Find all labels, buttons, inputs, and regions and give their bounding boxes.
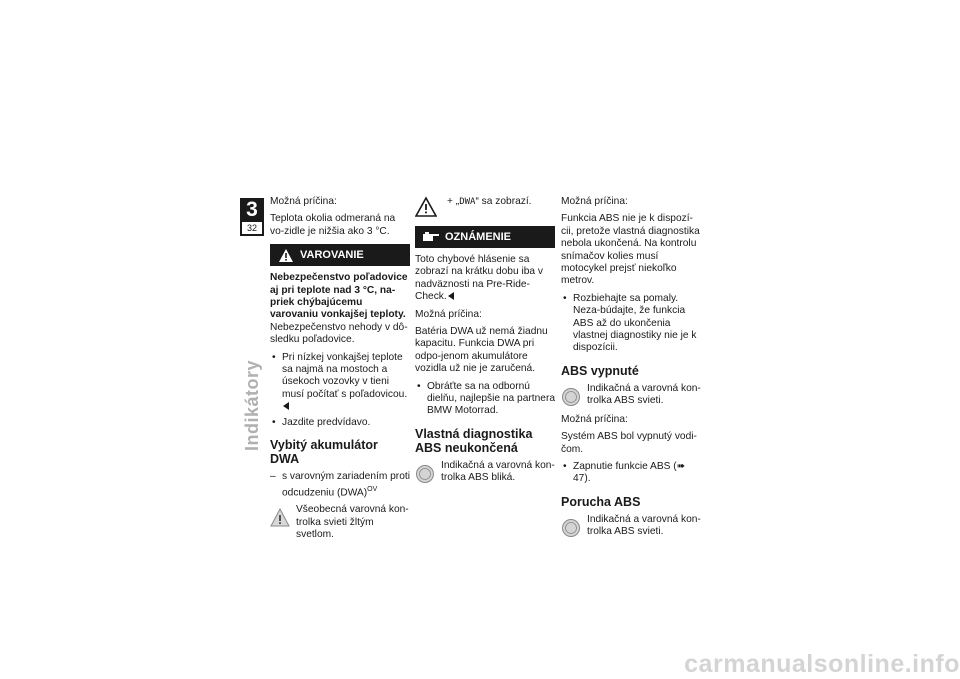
- end-mark-icon: [283, 402, 289, 410]
- column-1: [270, 196, 410, 548]
- cause-text: Systém ABS bol vypnutý vodi-čom.: [561, 431, 697, 455]
- abs-lamp-icon: [561, 518, 581, 538]
- abs-fault-indicator: Indikačná a varovná kon-trolka ABS svieti.: [561, 514, 701, 539]
- general-warning-indicator: Všeobecná varovná kon-trolka svieti žltým svetlom.: [270, 504, 410, 541]
- cause-bullets: [561, 293, 701, 355]
- list-item: • Obráťte sa na odbornú dielňu, najlepšie na partnera BMW Motorrad.: [415, 381, 555, 418]
- column-3: [561, 196, 701, 545]
- abs-self-diagnosis-heading: Vlastná diagnostika ABS neukončená: [415, 426, 533, 455]
- warning-bold-text: Nebezpečenstvo poľadovice aj pri teplote nad 3 °C, na-priek chýbajúcemu varovaniu vonkajšej teploty.: [270, 272, 408, 321]
- abs-fault-heading: Porucha ABS: [561, 494, 641, 509]
- list-item: • Pri nízkej vonkajšej teplote sa najmä na mostoch a úsekoch vozovky v tieni musí počítať s poľadovicou.: [270, 352, 410, 414]
- notice-hand-icon: [423, 229, 439, 245]
- page-reference-arrow-icon: ➠: [676, 460, 686, 472]
- cause-label: Možná príčina:: [561, 413, 628, 425]
- list-item: • Zapnutie funkcie ABS (➠ 47).: [561, 461, 701, 486]
- general-warning-icon: [270, 508, 290, 528]
- display-code: DWA: [459, 197, 476, 207]
- cause-text: Funkcia ABS nie je k dispozí-cii, pretože vlastná diagnostika nebola ukončená. Na kontrolu snímačov kolies musí motocykel prejsť niekoľko metrov.: [561, 213, 700, 287]
- abs-lamp-icon: [561, 387, 581, 407]
- cause-label: Možná príčina:: [270, 196, 337, 207]
- abs-off-bullets: [561, 461, 701, 486]
- warning-triangle-outline-icon: [415, 196, 437, 218]
- notice-banner: [415, 226, 555, 248]
- abs-off-heading: ABS vypnuté: [561, 363, 639, 378]
- cause-bullets: [415, 381, 555, 418]
- notice-text: Toto chybové hlásenie sa zobrazí na krátku dobu iba v nadväznosti na Pre-Ride-Check.: [415, 254, 543, 303]
- warning-triangle-icon: [278, 247, 294, 263]
- list-item: • Rozbiehajte sa pomaly. Neza-búdajte, že funkcia ABS až do ukončenia vlastnej diagnostiky nie je k dispozícii.: [561, 293, 701, 355]
- warning-banner: [270, 244, 410, 266]
- end-mark-icon: [448, 292, 454, 300]
- cause-text: Teplota okolia odmeraná na vo-zidle je nižšia ako 3 °C.: [270, 213, 396, 237]
- list-item: • Jazdite predvídavo.: [270, 417, 410, 429]
- notice-label: OZNÁMENIE: [445, 230, 511, 243]
- cause-text: Batéria DWA už nemá žiadnu kapacitu. Funkcia DWA pri odpo-jenom akumulátore vozidla už nie je zaručená.: [415, 326, 548, 375]
- abs-indicator: Indikačná a varovná kon-trolka ABS bliká.: [415, 460, 555, 485]
- column-2: [415, 196, 555, 491]
- chapter-tab: [240, 198, 264, 236]
- warning-label: VAROVANIE: [300, 249, 364, 262]
- page-number: 32: [242, 222, 262, 234]
- warning-bullets: [270, 352, 410, 429]
- cause-label: Možná príčina:: [415, 308, 482, 320]
- watermark: carmanualsonline.info: [684, 650, 960, 678]
- chapter-title-vertical: [238, 360, 266, 460]
- dwa-option-line: – s varovným zariadením proti odcudzeniu (DWA)$^{OV}$: [270, 471, 410, 498]
- chapter-number: 3: [246, 198, 258, 221]
- dwa-heading: Vybitý akumulátor DWA: [270, 438, 378, 467]
- display-line: + „DWA“ sa zobrazí.: [415, 196, 555, 220]
- warning-text: Nebezpečenstvo nehody v dô-sledku poľadovice.: [270, 321, 408, 346]
- chapter-title: Indikátory: [241, 360, 262, 452]
- cause-label: Možná príčina:: [561, 196, 628, 207]
- abs-lamp-icon: [415, 464, 435, 484]
- abs-off-indicator: Indikačná a varovná kon-trolka ABS svieti.: [561, 383, 701, 408]
